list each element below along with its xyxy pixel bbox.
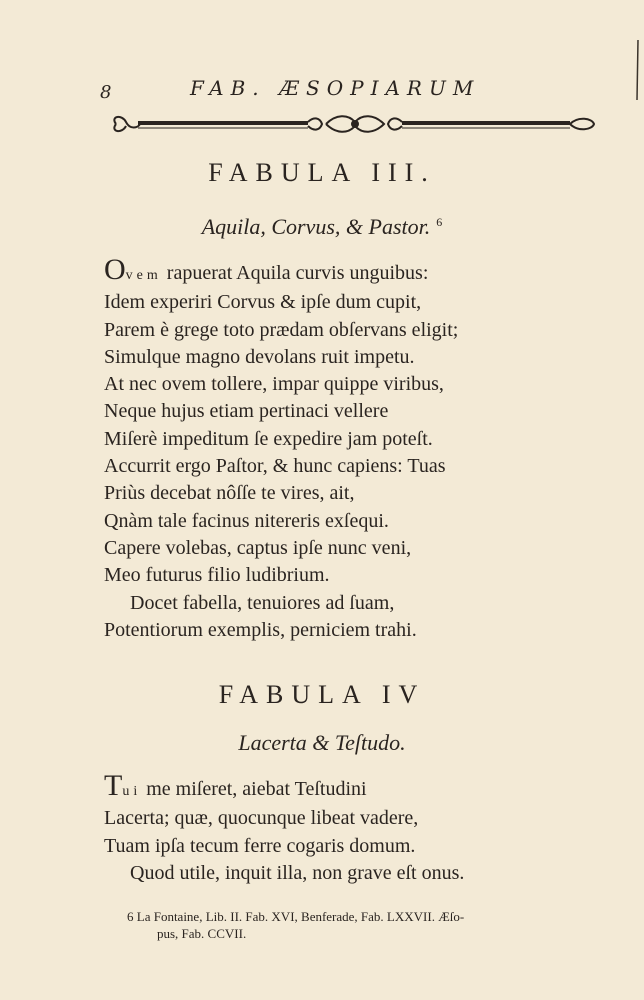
verse-line: Neque hujus etiam pertinaci vellere: [104, 400, 389, 423]
drop-capital: T: [104, 769, 123, 802]
fable-4-title: FABULA IV: [218, 680, 426, 709]
verse-line: Meo futurus filio ludibrium.: [104, 564, 330, 587]
page-number: 8: [100, 82, 112, 103]
verse-line: Miſerè impeditum ſe expedire jam poteſt.: [104, 427, 433, 450]
footnote-line: pus, Fab. CCVII.: [157, 926, 247, 941]
fable-4-subtitle: Lacerta & Teſtudo.: [238, 730, 406, 755]
fable-4-verses: [104, 769, 544, 887]
drop-capital: O: [104, 253, 126, 286]
verse-line: Capere volebas, captus ipſe nunc veni,: [104, 536, 412, 559]
page-edge-mark: [636, 40, 640, 100]
verse-line: Qnàm tale facinus nitereris exſequi.: [104, 509, 389, 532]
verse-line: Tuam ipſa tecum ferre cogaris domum.: [104, 834, 416, 857]
running-head: FAB. ÆSOPIARUM: [190, 76, 481, 100]
footnote-reference: 6: [436, 214, 443, 229]
fable-3-subtitle-text: Aquila, Corvus, & Pastor.: [201, 214, 431, 239]
verse-line: Tui me miſeret, aiebat Teſtudini: [104, 769, 367, 802]
verse-line: Accurrit ergo Paſtor, & hunc capiens: Tuas: [104, 455, 446, 478]
small-caps-opening: vem: [125, 268, 162, 283]
footnote-line: 6 La Fontaine, Lib. II. Fab. XVI, Benferade, Fab. LXXVII. Æſo-: [127, 909, 465, 924]
verse-line: Lacerta; quæ, quocunque libeat vadere,: [104, 807, 419, 830]
verse-line: Parem è grege toto prædam obſervans eligit;: [104, 318, 459, 341]
moral-line: Docet fabella, tenuiores ad ſuam,: [130, 591, 395, 614]
verse-line: At nec ovem tollere, impar quippe viribus,: [104, 373, 444, 396]
verse-line: Quod utile, inquit illa, non grave eſt onus.: [130, 861, 465, 884]
verse-line: Priùs decebat nôſſe te vires, ait,: [104, 482, 355, 505]
verse-line: Simulque magno devolans ruit impetu.: [104, 345, 415, 368]
small-caps-opening: ui: [122, 784, 142, 799]
footnote: [127, 908, 627, 942]
verse-line: Ovem rapuerat Aquila curvis unguibus:: [104, 253, 429, 286]
fable-3-title: FABULA III.: [208, 158, 436, 187]
verse-line: Idem experiri Corvus & ipſe dum cupit,: [104, 291, 422, 314]
fable-3-verses: [104, 253, 544, 644]
moral-line: Potentiorum exemplis, perniciem trahi.: [104, 618, 417, 641]
fable-3-subtitle: [0, 214, 644, 240]
ornament-divider-rule: [108, 110, 602, 138]
